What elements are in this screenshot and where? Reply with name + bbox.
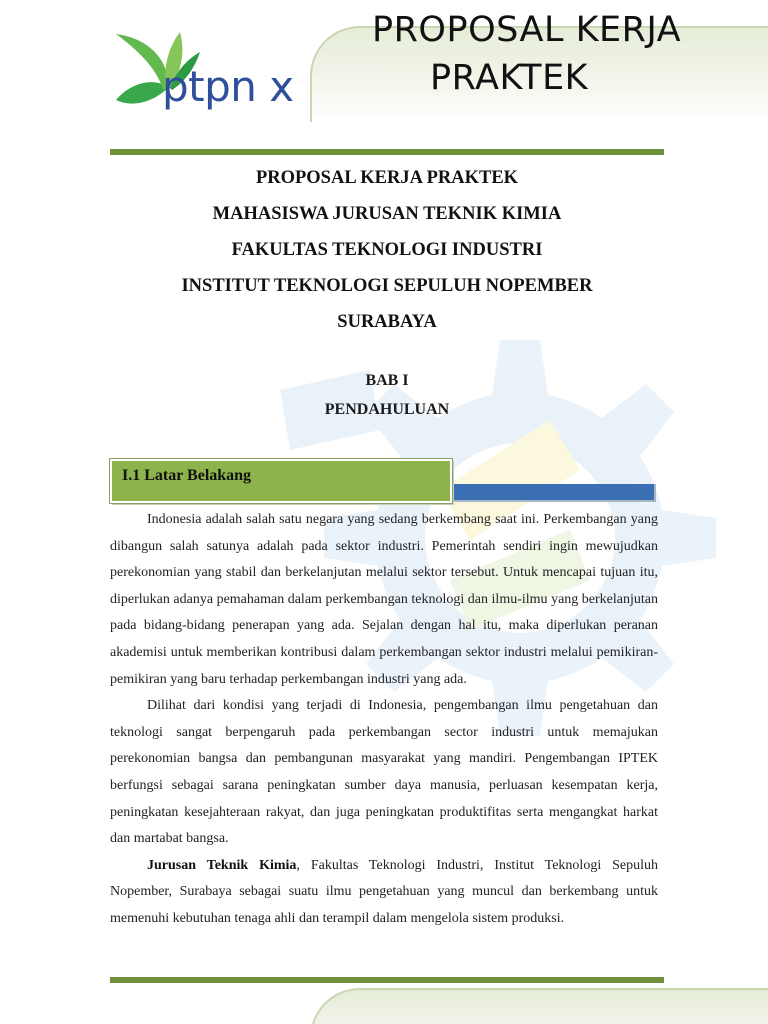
top-divider xyxy=(110,149,664,155)
chapter-number: BAB I xyxy=(365,372,409,389)
title-line: MAHASISWA JURUSAN TEKNIK KIMIA xyxy=(212,204,562,224)
section-heading: I.1 Latar Belakang xyxy=(122,467,252,484)
title-line: PROPOSAL KERJA PRAKTEK xyxy=(255,168,519,188)
chapter-heading xyxy=(110,366,664,424)
title-line: INSTITUT TEKNOLOGI SEPULUH NOPEMBER xyxy=(181,276,593,296)
proposal-title xyxy=(110,160,664,340)
paragraph: Indonesia adalah salah satu negara yang sedang berkembang saat ini. Perkembangan yang dibangun salah satunya adalah pada sektor industri. Pemerintah sendiri ingin mewujudkan perekonomian yang stabil dan berkelanjutan melalui sektor tersebut. Untuk mencapai tujuan itu, diperlukan adanya pemahaman dalam perkembangan teknologi dan ilmu-ilmu yang berkelanjutan pada bidang-bidang penerapan yang ada. Sejalan dengan hal itu, maka diperlukan peranan akademisi untuk memberikan kontribusi dalam perkembangan sektor industri melalui pemikiran-pemikiran yang baru terhadap perkembangan industri yang ada. xyxy=(110,512,658,687)
bottom-divider xyxy=(110,977,664,983)
paragraph xyxy=(110,853,658,933)
footer-banner xyxy=(310,988,768,1024)
banner-title xyxy=(372,6,752,102)
section-heading-box xyxy=(110,459,452,503)
banner-title-line1: PROPOSAL KERJA xyxy=(372,10,682,50)
title-line: SURABAYA xyxy=(337,312,437,332)
title-line: FAKULTAS TEKNOLOGI INDUSTRI xyxy=(231,240,543,260)
paragraph: Dilihat dari kondisi yang terjadi di Indonesia, pengembangan ilmu pengetahuan dan teknologi sangat berpengaruh pada perkembangan sector industri untuk memajukan perekonomian bangsa dan pembangunan masyarakat yang mandiri. Pengembangan IPTEK berfungsi sebagai sarana peningkatan sumber daya manusia, perluasan kesempatan kerja, peningkatan kesejahteraan rakyat, dan juga peningkatan produktifitas serta mengangkat harkat dan martabat bangsa. xyxy=(110,698,658,847)
chapter-name: PENDAHULUAN xyxy=(324,401,450,418)
body-text xyxy=(110,507,658,933)
banner-title-line2: PRAKTEK xyxy=(430,58,589,98)
logo-wordmark: ptpn x xyxy=(162,62,294,111)
paragraph-rest: , Fakultas Teknologi Industri, Institut Teknologi Sepuluh Nopember, Surabaya sebagai suatu ilmu pengetahuan yang muncul dan berkembang untuk memenuhi kebutuhan tenaga ahli dan terampil dalam mengelola sistem produksi. xyxy=(110,857,658,926)
paragraph-bold-lead: Jurusan Teknik Kimia xyxy=(147,857,297,873)
